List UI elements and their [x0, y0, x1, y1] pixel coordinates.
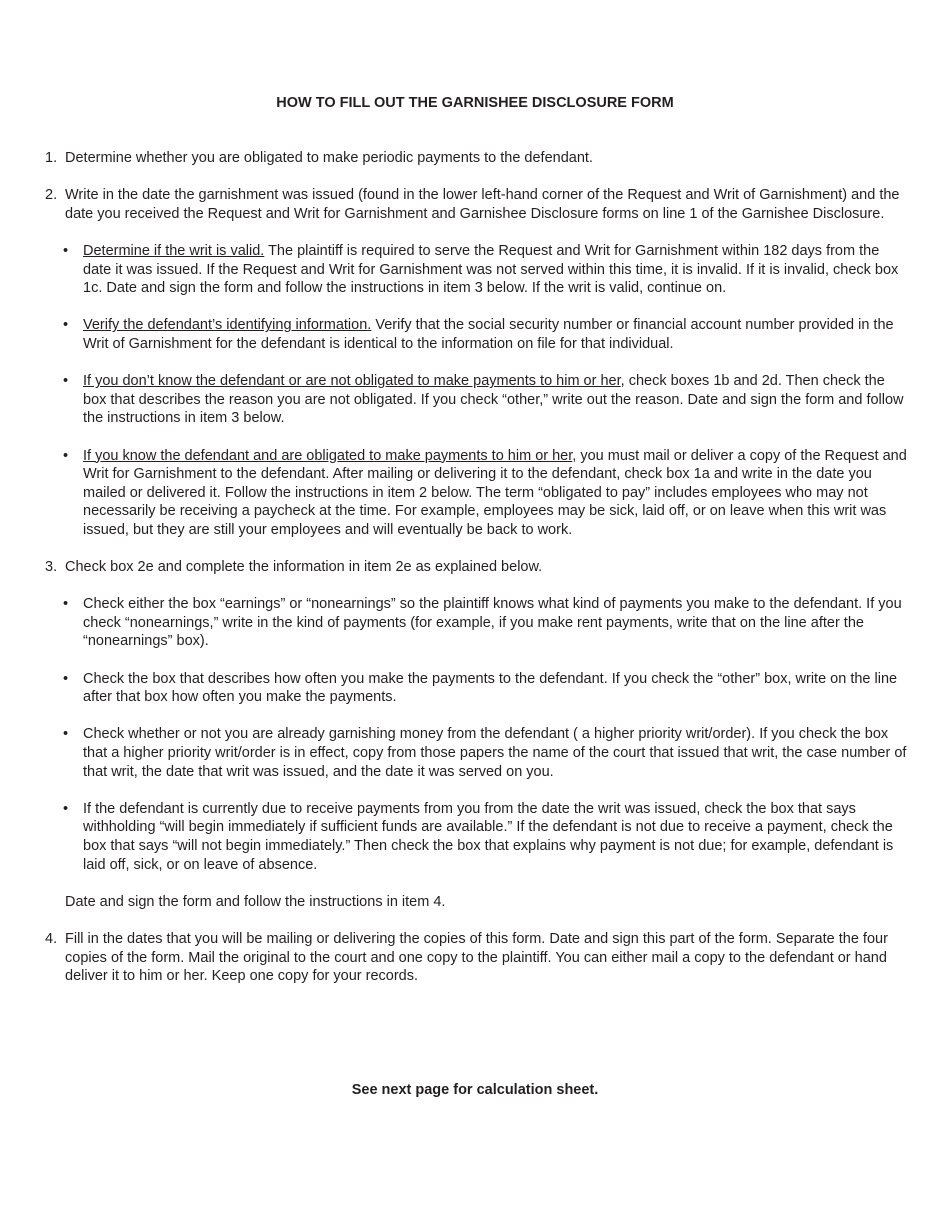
bullet-withholding — [45, 800, 909, 874]
bullet-marker: • — [63, 373, 69, 390]
bullet-earnings — [45, 595, 909, 651]
bullet-marker: • — [63, 447, 69, 464]
item-number: 2. — [45, 187, 58, 204]
item-text: Check box 2e and complete the information in item 2e as explained below. — [65, 559, 543, 576]
footer-note: See next page for calculation sheet. — [351, 1082, 599, 1098]
bullet-text: Check the box that describes how often you make the payments to the defendant. If you check the “other” box, write on the line after that box how often you make the payments. — [83, 670, 898, 706]
page-title: HOW TO FILL OUT THE GARNISHEE DISCLOSURE FORM — [276, 95, 674, 111]
bullet-not-obligated — [45, 372, 909, 428]
bullet-marker: • — [63, 670, 69, 687]
bullet-text: If the defendant is currently due to receive payments from you from the date the writ was issued, check the box that says withholding “will begin immediately if sufficient funds are available.” If the defendant is not due to receive a payment, check the box that says “will not begin immediately.” Then check the box that explains why payment is not due; for example, defendant is laid off, sick, or on leave of absence. — [83, 800, 894, 873]
item-text: Fill in the dates that you will be mailing or delivering the copies of this form. Date and sign this part of the form. Separate the four copies of the form. Mail the original to the court and one copy to the plaintiff. You can either mail a copy to the defendant or hand deliver it to him or her. Keep one copy for your records. — [65, 930, 888, 985]
item-number: 1. — [45, 150, 58, 166]
bullet-marker: • — [63, 242, 69, 259]
instruction-item-2 — [45, 186, 909, 223]
bullet-obligated — [45, 447, 909, 540]
bullet-lead: If you don’t know the defendant or are not obligated to make payments to him or her — [83, 373, 621, 390]
instruction-item-1 — [45, 149, 909, 168]
item-text: Determine whether you are obligated to make periodic payments to the defendant. — [65, 150, 593, 166]
bullet-writ-valid — [45, 242, 909, 298]
item-text: Write in the date the garnishment was issued (found in the lower left-hand corner of the Request and Writ of Garnishment) and the date you received the Request and Writ for Garnishment and Garnishee Disclosure forms on line 1 of the Garnishee Disclosure. — [65, 187, 900, 222]
bullet-text: The plaintiff is required to serve the Request and Writ for Garnishment within 182 days from the date it was issued. If the Request and Writ for Garnishment was not served within this time, it is invalid. If it is invalid, check box 1c. Date and sign the form and follow the instructions in item 3 below. If the writ is valid, continue on. — [83, 242, 899, 297]
item-3-closing: Date and sign the form and follow the instructions in item 4. — [65, 893, 446, 910]
bullet-frequency — [45, 670, 909, 707]
bullet-marker: • — [63, 317, 69, 334]
bullet-text: Check whether or not you are already garnishing money from the defendant ( a higher priority writ/order). If you check the box that a higher priority writ/order is in effect, copy from those papers the name of the court that issued that writ, the case number of that writ, the date that writ was issued, and the date it was served on you. — [83, 726, 907, 780]
instructions-list — [45, 149, 909, 1004]
instruction-item-4 — [45, 930, 909, 986]
bullet-marker: • — [63, 800, 69, 817]
item-number: 3. — [45, 559, 58, 576]
item-number: 4. — [45, 930, 58, 947]
bullet-marker: • — [63, 596, 69, 613]
bullet-verify-info — [45, 316, 909, 353]
bullet-text: , check boxes 1b and 2d. Then check the box that describes the reason you are not obligated. If you check “other,” write out the reason. Date and sign the form and follow the instructions in item 3 below. — [83, 373, 904, 427]
bullet-text: , you must mail or deliver a copy of the Request and Writ for Garnishment to the defendant. After mailing or delivering it to the defendant, check box 1a and write in the date you mailed or delivered it. Follow the instructions in item 2 below. The term “obligated to pay” includes employees who may not necessarily be receiving a paycheck at the time. For example, employees may be sick, laid off, or on leave when this writ was issued, but they are still your employees and will eventually be back to work. — [83, 447, 907, 538]
bullet-marker: • — [63, 726, 69, 743]
bullet-lead: Verify the defendant’s identifying information. — [83, 317, 372, 334]
bullet-text: Verify that the social security number or financial account number provided in the Writ of Garnishment for the defendant is identical to the information on file for that individual. — [83, 317, 894, 352]
bullet-text: Check either the box “earnings” or “nonearnings” so the plaintiff knows what kind of payments you make to the defendant. If you check “nonearnings,” write in the kind of payments (for example, if you make rent payments, write that on the line after the “nonearnings” box). — [83, 596, 902, 650]
bullet-lead: Determine if the writ is valid. — [83, 242, 265, 259]
instruction-item-3 — [45, 558, 909, 577]
bullet-lead: If you know the defendant and are obligated to make payments to him or her — [83, 447, 573, 464]
bullet-priority-writ — [45, 725, 909, 781]
